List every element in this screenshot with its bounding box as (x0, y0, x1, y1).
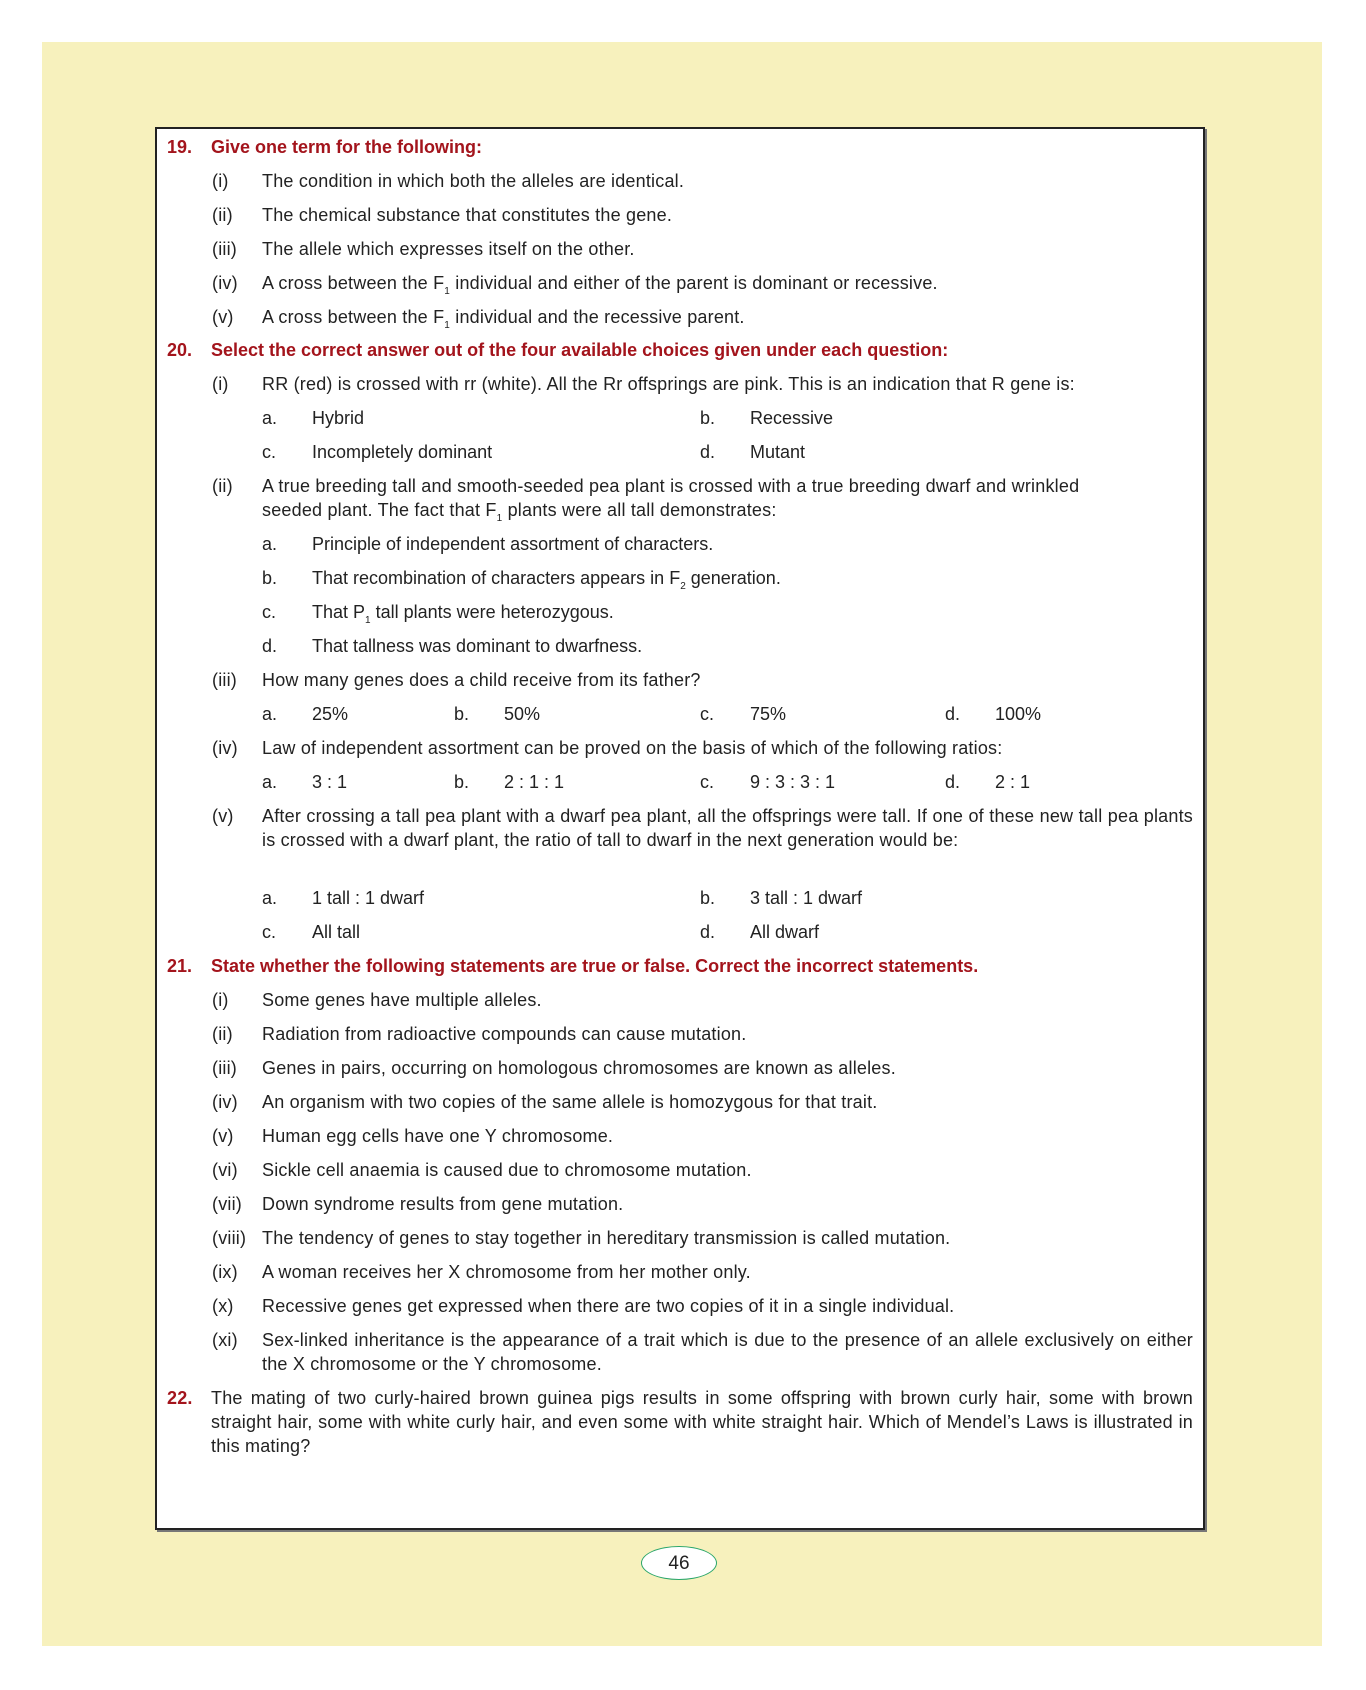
question-text: The mating of two curly-haired brown guinea pigs results in some offspring with brown curly hair, some with brown straight hair, some with white curly hair, and even some with white straight hair. Which of Mendel’s Laws is illustrated in this mating? (211, 1388, 1193, 1456)
item-text: RR (red) is crossed with rr (white). All the Rr offsprings are pink. This is an indication that R gene is: (262, 374, 1075, 394)
item-text: A true breeding tall and smooth-seeded pea plant is crossed with a true breeding dwarf and wrinkled (262, 476, 1080, 496)
item-text: The chemical substance that constitutes the gene. (262, 205, 673, 225)
item-text: Law of independent assortment can be proved on the basis of which of the following ratios: (262, 738, 1003, 758)
exercise-box: 19. Give one term for the following: (i) The condition in which both the alleles are identical. (ii) The chemical substance that constitutes the gene. (iii) The allele which expresses itself on the other. (iv) A cross between the $F_1$ individual and either of the parent is dominant or recessive. (v) A cross between the $F_1$ individual and the recessive parent. 20. Select the correct answer out of the four available choices given under each question: (i) RR (red) is crossed with rr (white). All the Rr offsprings are pink. This is an indication that R gene is: a. Hybrid b. Recessive c. Incompletely dominant d. Mutant (ii) A true breeding tall and smooth-seeded pea plant is crossed with a true breeding dwarf and wrinkled seeded plant. The fact that $F_1$ plants were all tall demonstrates: a. Principle of independent assortment of characters. b. That recombination of characters appears in $F_2$ generation. c. That $P_1$ tall plants were heterozygous. d. That tallness was dominant to dwarfness. (iii) How many genes does a child receive from its father? a. 25% b. 50% c. 75% d. 100% (iv) Law of independent assortment can be proved on the basis of which of the following ratios: a. 3 : 1 b. 2 : 1 : 1 c. 9 : 3 : 3 : 1 d. 2 : 1 (v) After crossing a tall pea plant with a dwarf pea plant, all the offsprings were tall. If one of these new tall pea plants is crossed with a dwarf plant, the ratio of tall to dwarf in the next generation would be: a. 1 tall : 1 dwarf b. 3 tall : 1 dwarf c. All tall d. All dwarf 21. State whether the following statements are true or false. Correct the incorrect statements. (i) Some genes have multiple alleles. (ii) Radiation from radioactive compounds can cause mutation. (iii) Genes in pairs, occurring on homologous chromosomes are known as alleles. (iv) An organism with two copies of the same allele is homozygous for that trait. (v) Human egg cells have one Y chromosome. (vi) Sickle cell anaemia is caused due to chromosome mutation. (vii) Down syndrome results from gene mutation. (viii) The tendency of genes to stay together in hereditary transmission is called mutation. (ix) A woman receives her X chromosome from her mother only. (x) Recessive genes get expressed when there are two copies of it in a single individual. (xi) Sex-linked inheritance is the appearance of a trait which is due to the presence of an allele exclusively on either the X chromosome or the Y chromosome. 22. The mating of two curly-haired brown guinea pigs results in some offspring with brown curly hair, some with brown straight hair, some with white curly hair, and even some with white straight hair. Which of Mendel’s Laws is illustrated in this mating? (155, 127, 1205, 1530)
item-text: A cross between the $F_1$ individual and the recessive parent. (262, 307, 745, 331)
item-text: How many genes does a child receive from its father? (262, 670, 701, 690)
question-number: 20. (167, 340, 193, 360)
question-title: State whether the following statements are true or false. Correct the incorrect statements. (211, 956, 979, 976)
item-marker: (iv) (212, 273, 238, 293)
item-marker: (v) (212, 806, 234, 826)
question-number: 22. (167, 1388, 193, 1408)
item-marker: (ii) (212, 205, 233, 225)
item-text: The condition in which both the alleles are identical. (262, 171, 685, 191)
question-number: 19. (167, 137, 193, 157)
page-number: 46 (641, 1546, 717, 1580)
item-marker: (iii) (212, 239, 237, 259)
question-title: Give one term for the following: (211, 137, 483, 157)
item-marker: (iii) (212, 670, 237, 690)
item-text: A cross between the $F_1$ individual and either of the parent is dominant or recessive. (262, 273, 938, 297)
item-text: The allele which expresses itself on the other. (262, 239, 635, 259)
question-title: Select the correct answer out of the four available choices given under each question: (211, 340, 949, 360)
question-number: 21. (167, 956, 193, 976)
item-text: seeded plant. The fact that $F_1$ plants were all tall demonstrates: (262, 500, 777, 524)
item-text: After crossing a tall pea plant with a dwarf pea plant, all the offsprings were tall. If one of these new tall pea plants is crossed with a dwarf plant, the ratio of tall to dwarf in the next generation would be: (262, 806, 1193, 850)
item-marker: (i) (212, 374, 229, 394)
item-marker: (iv) (212, 738, 238, 758)
item-marker: (i) (212, 171, 229, 191)
item-marker: (v) (212, 307, 234, 327)
item-marker: (ii) (212, 476, 233, 496)
